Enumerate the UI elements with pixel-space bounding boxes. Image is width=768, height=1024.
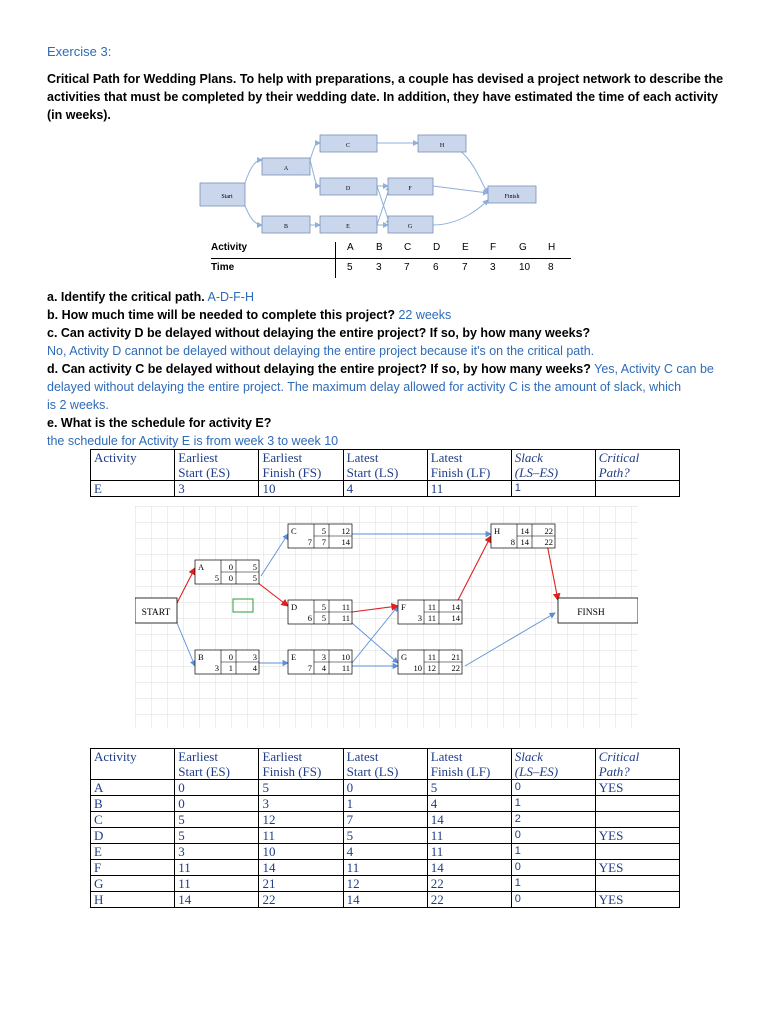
node-es: 5 <box>321 602 326 612</box>
node-c: C <box>345 143 351 149</box>
node-lf: 14 <box>341 537 350 547</box>
node-es: 11 <box>427 602 436 612</box>
node-lf: 11 <box>341 663 350 673</box>
cell-lf: 4 <box>427 796 511 812</box>
activity-node-g <box>398 650 462 674</box>
activity-header-cell: F <box>490 242 497 253</box>
answer-d-2: delayed without delaying the entire project. The maximum delay allowed for activity C is the amount of slack, which <box>47 380 682 394</box>
node-dur: 7 <box>307 537 312 547</box>
activity-time-cell: 8 <box>548 262 554 273</box>
header-activity: Activity <box>91 749 175 780</box>
cell-ls: 5 <box>343 828 427 844</box>
cell-critical: YES <box>595 828 679 844</box>
activity-time-cell: 3 <box>376 262 382 273</box>
cell-activity: D <box>91 828 175 844</box>
node-dur: 10 <box>413 663 422 673</box>
node-name: F <box>401 602 406 612</box>
full-schedule-table <box>90 748 680 908</box>
cell-lf: 11 <box>427 481 511 497</box>
header-ef: Earliest Finish (FS) <box>259 450 343 481</box>
cell-ef: 21 <box>259 876 343 892</box>
answer-a: A-D-F-H <box>207 290 254 304</box>
cell-slack: 1 <box>511 796 595 812</box>
node-ls: 11 <box>427 613 436 623</box>
node-name: A <box>198 562 205 572</box>
answer-b: 22 weeks <box>398 308 452 322</box>
header-slack: Slack (LS–ES) <box>511 450 595 481</box>
cell-activity: E <box>91 481 175 497</box>
cell-ef: 12 <box>259 812 343 828</box>
time-label: Time <box>211 262 235 273</box>
cell-es: 0 <box>175 796 259 812</box>
header-ls: Latest Start (LS) <box>343 749 427 780</box>
answer-e: the schedule for Activity E is from week 3 to week 10 <box>47 434 339 448</box>
node-lf: 14 <box>451 613 460 623</box>
node-lf: 22 <box>544 537 553 547</box>
cell-ef: 5 <box>259 780 343 796</box>
table-row <box>91 844 680 860</box>
node-start: Start <box>221 194 233 200</box>
cell-ef: 10 <box>259 844 343 860</box>
cell-es: 3 <box>175 481 259 497</box>
activity-header-cell: A <box>347 242 354 253</box>
table-row <box>91 876 680 892</box>
table-row <box>91 481 680 497</box>
activity-node-b <box>195 650 259 674</box>
cell-activity: C <box>91 812 175 828</box>
cell-slack: 0 <box>511 828 595 844</box>
cell-slack: 2 <box>511 812 595 828</box>
activity-time-cell: 10 <box>519 262 531 273</box>
node-es: 3 <box>321 652 326 662</box>
node-dur: 3 <box>214 663 219 673</box>
cell-lf: 14 <box>427 860 511 876</box>
table-row <box>91 892 680 908</box>
node-h: H <box>439 143 445 149</box>
cell-es: 11 <box>175 876 259 892</box>
activity-node-f <box>398 600 462 624</box>
cell-critical <box>595 481 679 497</box>
cell-es: 0 <box>175 780 259 796</box>
activity-time-cell: 3 <box>490 262 496 273</box>
activity-label: Activity <box>211 242 248 253</box>
cell-critical: YES <box>595 860 679 876</box>
node-es: 5 <box>321 526 326 536</box>
cell-slack: 0 <box>511 892 595 908</box>
cell-lf: 5 <box>427 780 511 796</box>
activity-header-cell: B <box>376 242 383 253</box>
cell-ef: 22 <box>259 892 343 908</box>
project-network-diagram <box>190 128 580 238</box>
activity-node-a <box>195 560 259 584</box>
node-dur: 5 <box>214 573 219 583</box>
header-es: Earliest Start (ES) <box>175 450 259 481</box>
activity-time-cell: 7 <box>462 262 468 273</box>
grid-start: START <box>141 608 171 618</box>
header-lf: Latest Finish (LF) <box>427 450 511 481</box>
activity-time-table <box>211 242 571 280</box>
activity-header-cell: E <box>462 242 469 253</box>
node-ls: 0 <box>228 573 233 583</box>
node-f: F <box>408 186 412 192</box>
question-b: b. How much time will be needed to complete this project? <box>47 308 395 322</box>
header-es: Earliest Start (ES) <box>175 749 259 780</box>
cell-es: 5 <box>175 828 259 844</box>
node-dur: 8 <box>510 537 515 547</box>
cell-slack: 1 <box>511 844 595 860</box>
cell-activity: A <box>91 780 175 796</box>
table-row <box>91 860 680 876</box>
cell-ef: 3 <box>259 796 343 812</box>
header-ef: Earliest Finish (FS) <box>259 749 343 780</box>
activity-e-schedule-table <box>90 449 680 497</box>
cell-ef: 14 <box>259 860 343 876</box>
question-d: d. Can activity C be delayed without delaying the entire project? If so, by how many weeks? <box>47 362 591 376</box>
table-header-row <box>91 450 680 481</box>
header-critical: Critical Path? <box>595 749 679 780</box>
cell-ls: 11 <box>343 860 427 876</box>
activity-header-cell: H <box>548 242 556 253</box>
cell-critical <box>595 876 679 892</box>
activity-header-cell: G <box>519 242 527 253</box>
cell-lf: 22 <box>427 876 511 892</box>
answer-d-3: is 2 weeks. <box>47 398 109 412</box>
cell-slack: 1 <box>511 481 595 497</box>
cell-activity: H <box>91 892 175 908</box>
node-ls: 5 <box>321 613 326 623</box>
cell-critical: YES <box>595 780 679 796</box>
cell-ls: 7 <box>343 812 427 828</box>
cell-slack: 0 <box>511 780 595 796</box>
node-es: 11 <box>427 652 436 662</box>
node-ls: 1 <box>228 663 233 673</box>
header-activity: Activity <box>91 450 175 481</box>
node-name: B <box>198 652 204 662</box>
activity-node-h <box>491 524 555 548</box>
node-dur: 6 <box>307 613 312 623</box>
node-ef: 10 <box>341 652 350 662</box>
node-ef: 3 <box>252 652 257 662</box>
cell-ls: 4 <box>343 481 427 497</box>
cell-critical: YES <box>595 892 679 908</box>
activity-header-cell: D <box>433 242 441 253</box>
node-ls: 4 <box>321 663 326 673</box>
node-ls: 12 <box>427 663 436 673</box>
table-row <box>91 796 680 812</box>
cell-lf: 11 <box>427 828 511 844</box>
cell-lf: 11 <box>427 844 511 860</box>
node-dur: 3 <box>417 613 422 623</box>
critical-path-grid-diagram <box>135 506 638 728</box>
node-b: B <box>283 224 289 230</box>
node-ef: 22 <box>544 526 553 536</box>
cell-ls: 4 <box>343 844 427 860</box>
activity-header-cell: C <box>404 242 412 253</box>
cell-ls: 12 <box>343 876 427 892</box>
answer-d-1: Yes, Activity C can be <box>594 362 714 376</box>
node-g: G <box>407 224 413 230</box>
node-es: 0 <box>228 652 233 662</box>
activity-time-cell: 7 <box>404 262 410 273</box>
node-e: E <box>346 224 350 230</box>
cell-critical <box>595 844 679 860</box>
cell-ef: 11 <box>259 828 343 844</box>
cell-ls: 1 <box>343 796 427 812</box>
node-ef: 21 <box>451 652 460 662</box>
cell-activity: F <box>91 860 175 876</box>
node-name: D <box>291 602 298 612</box>
cell-ef: 10 <box>259 481 343 497</box>
intro-text: Critical Path for Wedding Plans. To help with preparations, a couple has devised a project network to describe the activities that must be completed by their wedding date. In addition, they have estimated the time of each activity (in weeks). <box>47 72 724 122</box>
header-slack: Slack (LS–ES) <box>511 749 595 780</box>
activity-node-e <box>288 650 352 674</box>
cell-critical <box>595 812 679 828</box>
node-lf: 22 <box>451 663 460 673</box>
table-row <box>91 828 680 844</box>
cell-activity: G <box>91 876 175 892</box>
cell-es: 11 <box>175 860 259 876</box>
cell-slack: 1 <box>511 876 595 892</box>
table-header-row <box>91 749 680 780</box>
cell-es: 14 <box>175 892 259 908</box>
header-critical: Critical Path? <box>595 450 679 481</box>
cell-es: 3 <box>175 844 259 860</box>
cell-lf: 22 <box>427 892 511 908</box>
node-ef: 5 <box>252 562 257 572</box>
node-name: H <box>494 526 501 536</box>
questions <box>47 288 747 450</box>
question-a: a. Identify the critical path. <box>47 290 205 304</box>
node-lf: 4 <box>252 663 257 673</box>
cell-es: 5 <box>175 812 259 828</box>
exercise-title: Exercise 3: <box>47 44 112 59</box>
node-a: A <box>283 166 289 172</box>
table-row <box>91 780 680 796</box>
header-ls: Latest Start (LS) <box>343 450 427 481</box>
node-ls: 14 <box>520 537 529 547</box>
node-name: G <box>401 652 408 662</box>
node-d: D <box>345 186 351 192</box>
cell-ls: 14 <box>343 892 427 908</box>
cell-ls: 0 <box>343 780 427 796</box>
node-lf: 11 <box>341 613 350 623</box>
node-ef: 11 <box>341 602 350 612</box>
cell-activity: B <box>91 796 175 812</box>
question-c: c. Can activity D be delayed without delaying the entire project? If so, by how many weeks? <box>47 326 591 340</box>
table-row <box>91 812 680 828</box>
cell-critical <box>595 796 679 812</box>
question-e: e. What is the schedule for activity E? <box>47 416 272 430</box>
node-lf: 5 <box>252 573 257 583</box>
grid-finish: FINSH <box>577 608 605 618</box>
node-name: C <box>291 526 297 536</box>
node-dur: 7 <box>307 663 312 673</box>
activity-time-cell: 6 <box>433 262 439 273</box>
activity-time-cell: 5 <box>347 262 353 273</box>
node-ef: 12 <box>341 526 350 536</box>
node-ls: 7 <box>321 537 326 547</box>
cell-slack: 0 <box>511 860 595 876</box>
node-ef: 14 <box>451 602 460 612</box>
node-name: E <box>291 652 297 662</box>
header-lf: Latest Finish (LF) <box>427 749 511 780</box>
cell-activity: E <box>91 844 175 860</box>
node-es: 14 <box>520 526 529 536</box>
activity-node-d <box>288 600 352 624</box>
node-es: 0 <box>228 562 233 572</box>
activity-node-c <box>288 524 352 548</box>
node-finish: Finish <box>504 194 520 200</box>
cell-lf: 14 <box>427 812 511 828</box>
answer-c: No, Activity D cannot be delayed without delaying the entire project because it's on the critical path. <box>47 344 595 358</box>
